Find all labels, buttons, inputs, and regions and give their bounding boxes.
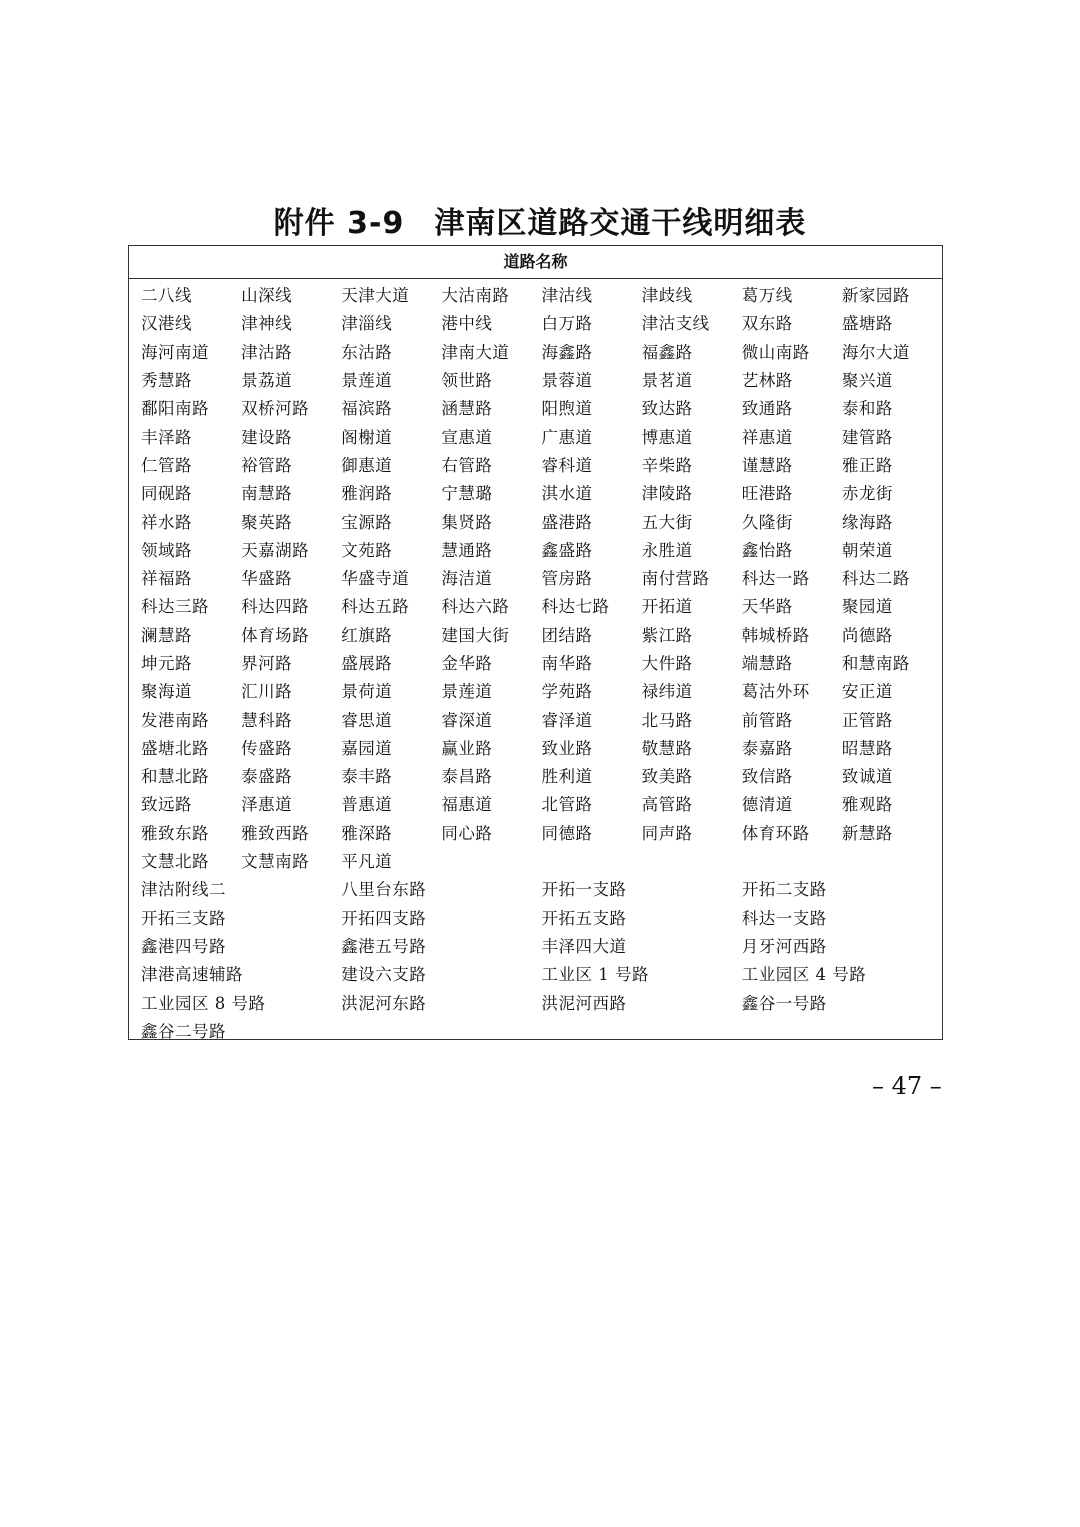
road-name-cell: 宁慧璐 [441, 484, 493, 504]
road-name-cell: 雅致西路 [241, 823, 310, 843]
road-name-cell: 睿泽道 [541, 710, 593, 730]
road-name-cell: 双桥河路 [241, 399, 310, 419]
road-name-cell: 体育场路 [241, 625, 310, 645]
road-name-cell: 御惠道 [341, 455, 393, 475]
road-name-cell: 津歧线 [641, 286, 693, 306]
road-name-cell: 景荔道 [241, 371, 293, 391]
road-name-cell: 建国大街 [441, 625, 510, 645]
table-row [141, 903, 942, 931]
road-name-cell: 涵慧路 [441, 399, 493, 419]
road-name-cell: 睿深道 [441, 710, 493, 730]
road-name-cell: 建设六支路 [341, 965, 427, 985]
title-prefix: 附件 3-9 [273, 206, 405, 241]
road-name-cell: 月牙河西路 [741, 936, 827, 956]
table-row [141, 648, 942, 676]
road-name-cell: 阁榭道 [341, 427, 393, 447]
road-name-cell: 平凡道 [341, 852, 393, 872]
table-row [141, 846, 942, 874]
road-name-cell: 致达路 [641, 399, 693, 419]
road-name-cell: 科达六路 [441, 597, 510, 617]
road-name-cell: 同砚路 [141, 484, 192, 504]
road-name-cell: 尚德路 [841, 625, 893, 645]
road-name-cell: 高管路 [641, 795, 693, 815]
road-name-cell: 盛展路 [341, 654, 393, 673]
road-name-cell: 致远路 [141, 795, 192, 815]
page-title [0, 198, 1080, 242]
road-name-cell: 永胜道 [641, 540, 693, 560]
road-name-cell: 海鑫路 [541, 342, 593, 362]
table-row [141, 506, 942, 534]
road-grid [129, 279, 942, 1044]
road-name-cell: 海洁道 [441, 569, 493, 589]
road-name-cell: 泰昌路 [441, 767, 493, 787]
road-name-cell: 昭慧路 [841, 738, 893, 758]
road-name-cell: 普惠道 [341, 795, 393, 815]
road-name-cell: 盛港路 [541, 512, 593, 532]
road-name-cell: 集贤路 [441, 512, 493, 532]
road-name-cell: 二八线 [141, 286, 192, 306]
road-name-cell: 工业园区 8 号路 [141, 993, 266, 1013]
table-row [141, 308, 942, 336]
road-name-cell: 福鑫路 [641, 342, 693, 362]
road-name-cell: 泽惠道 [241, 795, 293, 815]
road-name-cell: 慧科路 [241, 710, 293, 730]
road-name-cell: 景莲道 [441, 682, 493, 702]
road-name-cell: 华盛寺道 [341, 569, 410, 589]
road-name-cell: 福滨路 [341, 399, 393, 419]
table-row [141, 987, 942, 1015]
road-name-cell: 雅深路 [341, 823, 393, 843]
road-name-cell: 开拓五支路 [541, 908, 627, 928]
road-name-cell: 盛塘路 [841, 314, 893, 334]
road-name-cell: 科达四路 [241, 597, 310, 617]
road-name-cell: 大沽南路 [441, 286, 510, 306]
road-name-cell: 睿科道 [541, 455, 593, 475]
road-name-cell: 建管路 [841, 427, 893, 447]
road-name-cell: 缘海路 [841, 512, 893, 532]
road-name-cell: 新家园路 [841, 286, 910, 306]
road-name-cell: 前管路 [741, 710, 793, 730]
table-row [141, 704, 942, 732]
road-name-cell: 祥福路 [141, 569, 192, 589]
road-name-cell: 工业园区 4 号路 [741, 965, 867, 985]
road-name-cell: 领世路 [441, 371, 493, 391]
road-name-cell: 致通路 [741, 399, 793, 419]
road-name-cell: 文苑路 [341, 540, 393, 560]
road-table [128, 245, 943, 1040]
road-name-cell: 坤元路 [141, 654, 192, 673]
road-name-cell: 开拓三支路 [141, 908, 226, 928]
road-name-cell: 开拓道 [641, 597, 693, 617]
road-name-cell: 安正道 [841, 682, 893, 702]
road-name-cell: 胜利道 [541, 767, 593, 787]
table-row [141, 733, 942, 761]
road-name-cell: 体育环路 [741, 823, 810, 843]
road-name-cell: 和慧南路 [841, 654, 910, 673]
road-name-cell: 谨慧路 [741, 455, 793, 475]
road-name-cell: 致信路 [741, 767, 793, 787]
page-number: – 47 – [872, 1072, 942, 1100]
table-row [141, 450, 942, 478]
road-name-cell: 红旗路 [341, 625, 393, 645]
table-row [141, 818, 942, 846]
road-name-cell: 开拓一支路 [541, 880, 627, 900]
road-name-cell: 学苑路 [541, 682, 593, 702]
road-name-cell: 聚英路 [241, 512, 293, 532]
road-name-cell: 景蓉道 [541, 371, 593, 391]
road-name-cell: 右管路 [441, 455, 493, 475]
road-name-cell: 辛柴路 [641, 455, 693, 475]
road-name-cell: 同心路 [441, 823, 493, 843]
table-header: 道路名称 [129, 246, 942, 279]
road-name-cell: 鑫谷一号路 [741, 993, 827, 1013]
road-name-cell: 慧通路 [441, 540, 493, 560]
road-name-cell: 秀慧路 [141, 371, 192, 391]
road-name-cell: 工业区 1 号路 [541, 965, 649, 985]
road-name-cell: 五大街 [641, 512, 693, 532]
road-name-cell: 韩城桥路 [741, 625, 810, 645]
road-name-cell: 金华路 [441, 654, 493, 673]
road-name-cell: 雅观路 [841, 795, 893, 815]
road-name-cell: 汇川路 [241, 682, 293, 702]
road-name-cell: 管房路 [541, 569, 593, 589]
road-name-cell: 广惠道 [541, 427, 593, 447]
road-name-cell: 致美路 [641, 767, 693, 787]
table-row [141, 874, 942, 902]
road-name-cell: 开拓四支路 [341, 908, 427, 928]
road-name-cell: 建设路 [241, 427, 293, 447]
road-name-cell: 赤龙街 [841, 484, 893, 504]
road-name-cell: 久隆街 [741, 512, 793, 532]
road-name-cell: 团结路 [541, 625, 593, 645]
road-name-cell: 丰泽四大道 [541, 936, 627, 956]
table-row [141, 620, 942, 648]
road-name-cell: 领域路 [141, 540, 192, 560]
road-name-cell: 洪泥河西路 [541, 993, 627, 1013]
road-name-cell: 北管路 [541, 795, 593, 815]
road-name-cell: 聚海道 [141, 682, 192, 702]
road-name-cell: 科达三路 [141, 597, 209, 617]
road-name-cell: 南华路 [541, 654, 593, 673]
road-name-cell: 紫江路 [641, 625, 693, 645]
road-name-cell: 睿思道 [341, 710, 393, 730]
road-name-cell: 景荷道 [341, 682, 393, 702]
table-row [141, 1016, 942, 1044]
road-name-cell: 致诚道 [841, 767, 893, 787]
table-row [141, 959, 942, 987]
road-name-cell: 开拓二支路 [741, 880, 827, 900]
road-name-cell: 雅致东路 [141, 823, 209, 843]
road-name-cell: 海尔大道 [841, 342, 910, 362]
road-name-cell: 泰丰路 [341, 767, 393, 787]
road-name-cell: 鑫盛路 [541, 540, 593, 560]
road-name-cell: 山深线 [241, 286, 293, 306]
road-name-cell: 丰泽路 [141, 427, 192, 447]
road-name-cell: 科达二路 [841, 569, 910, 589]
road-name-cell: 祥水路 [141, 512, 192, 532]
road-name-cell: 文慧南路 [241, 852, 310, 872]
road-name-cell: 津沽线 [541, 286, 593, 306]
road-name-cell: 新慧路 [841, 823, 893, 843]
road-name-cell: 敬慧路 [641, 738, 693, 758]
road-name-cell: 同德路 [541, 823, 593, 843]
table-row [141, 591, 942, 619]
road-name-cell: 旺港路 [741, 484, 793, 504]
road-name-cell: 汉港线 [141, 314, 192, 334]
road-name-cell: 聚兴道 [841, 371, 893, 391]
road-name-cell: 同声路 [641, 823, 693, 843]
table-row [141, 365, 942, 393]
road-name-cell: 雅正路 [841, 455, 893, 475]
table-row [141, 337, 942, 365]
road-name-cell: 德清道 [741, 795, 793, 815]
road-name-cell: 洪泥河东路 [341, 993, 427, 1013]
road-name-cell: 泰嘉路 [741, 738, 793, 758]
road-name-cell: 景莲道 [341, 371, 393, 391]
road-name-cell: 鑫谷二号路 [141, 1021, 226, 1041]
road-name-cell: 文慧北路 [141, 852, 209, 872]
table-row [141, 535, 942, 563]
road-name-cell: 澜慧路 [141, 625, 192, 645]
road-name-cell: 海河南道 [141, 342, 209, 362]
road-name-cell: 正管路 [841, 710, 893, 730]
road-name-cell: 津港高速辅路 [141, 965, 243, 985]
road-name-cell: 双东路 [741, 314, 793, 334]
road-name-cell: 艺林路 [741, 371, 793, 391]
road-name-cell: 大件路 [641, 654, 693, 673]
road-name-cell: 盛塘北路 [141, 738, 209, 758]
road-name-cell: 鄱阳南路 [141, 399, 209, 419]
road-name-cell: 港中线 [441, 314, 493, 334]
road-name-cell: 淇水道 [541, 484, 593, 504]
road-name-cell: 传盛路 [241, 738, 293, 758]
road-name-cell: 白万路 [541, 314, 593, 334]
road-name-cell: 朝荣道 [841, 540, 893, 560]
table-row [141, 280, 942, 308]
road-name-cell: 津陵路 [641, 484, 693, 504]
table-row [141, 761, 942, 789]
road-name-cell: 景茗道 [641, 371, 693, 391]
road-name-cell: 裕管路 [241, 455, 293, 475]
road-name-cell: 津淄线 [341, 314, 393, 334]
road-name-cell: 南慧路 [241, 484, 293, 504]
road-name-cell: 赢业路 [441, 738, 493, 758]
road-name-cell: 葛万线 [741, 286, 793, 306]
road-name-cell: 禄纬道 [641, 682, 693, 702]
title-main: 津南区道路交通干线明细表 [434, 206, 807, 241]
road-name-cell: 致业路 [541, 738, 593, 758]
road-name-cell: 福惠道 [441, 795, 493, 815]
road-name-cell: 博惠道 [641, 427, 693, 447]
road-name-cell: 鑫港五号路 [341, 936, 427, 956]
road-name-cell: 泰和路 [841, 399, 893, 419]
road-name-cell: 鑫港四号路 [141, 936, 226, 956]
road-name-cell: 科达一支路 [741, 908, 827, 928]
road-name-cell: 端慧路 [741, 654, 793, 673]
road-name-cell: 界河路 [241, 654, 293, 673]
road-name-cell: 华盛路 [241, 569, 293, 589]
road-name-cell: 仁管路 [141, 455, 192, 475]
road-name-cell: 津神线 [241, 314, 293, 334]
road-name-cell: 北马路 [641, 710, 693, 730]
road-name-cell: 聚园道 [841, 597, 893, 617]
road-name-cell: 东沽路 [341, 342, 393, 362]
road-name-cell: 和慧北路 [141, 767, 209, 787]
road-name-cell: 泰盛路 [241, 767, 293, 787]
road-name-cell: 宝源路 [341, 512, 393, 532]
road-name-cell: 天津大道 [341, 286, 410, 306]
table-row [141, 421, 942, 449]
road-name-cell: 八里台东路 [341, 880, 427, 900]
road-name-cell: 嘉园道 [341, 738, 393, 758]
road-name-cell: 葛沽外环 [741, 682, 810, 702]
table-row [141, 563, 942, 591]
road-name-cell: 南付营路 [641, 569, 710, 589]
road-name-cell: 微山南路 [741, 342, 810, 362]
road-name-cell: 津沽附线二 [141, 880, 226, 900]
road-name-cell: 阳煦道 [541, 399, 593, 419]
road-name-cell: 津沽支线 [641, 314, 710, 334]
road-name-cell: 科达一路 [741, 569, 810, 589]
road-name-cell: 科达七路 [541, 597, 610, 617]
table-row [141, 478, 942, 506]
table-row [141, 676, 942, 704]
road-name-cell: 津沽路 [241, 342, 293, 362]
road-name-cell: 雅润路 [341, 484, 393, 504]
table-row [141, 789, 942, 817]
table-row [141, 931, 942, 959]
road-name-cell: 发港南路 [141, 710, 209, 730]
road-name-cell: 津南大道 [441, 342, 510, 362]
table-row [141, 393, 942, 421]
road-name-cell: 天嘉湖路 [241, 540, 310, 560]
road-name-cell: 天华路 [741, 597, 793, 617]
road-name-cell: 宣惠道 [441, 427, 493, 447]
road-name-cell: 科达五路 [341, 597, 410, 617]
road-name-cell: 鑫怡路 [741, 540, 793, 560]
road-name-cell: 祥惠道 [741, 427, 793, 447]
